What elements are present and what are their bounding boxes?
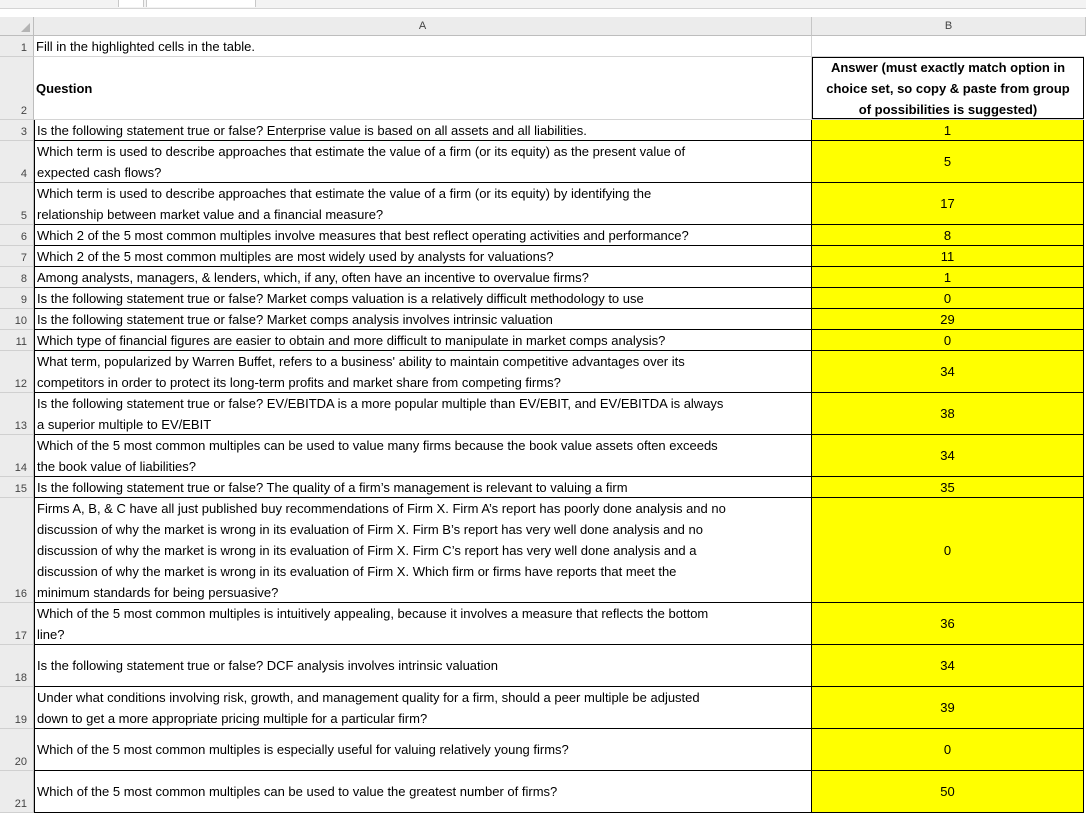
question-text: Which 2 of the 5 most common multiples are most widely used by analysts for valuations? bbox=[37, 248, 554, 264]
cell-question[interactable] bbox=[34, 246, 812, 267]
cell-question-header[interactable] bbox=[34, 57, 812, 120]
row-number-label: 10 bbox=[14, 315, 27, 327]
answer-value: 39 bbox=[940, 700, 955, 715]
row-number-label: 18 bbox=[14, 672, 27, 684]
answer-value: 5 bbox=[943, 154, 952, 169]
cell-answer[interactable] bbox=[812, 309, 1084, 330]
row-number[interactable] bbox=[0, 36, 34, 57]
table-row bbox=[0, 309, 1086, 330]
table-row bbox=[0, 288, 1086, 309]
answer-value: 0 bbox=[943, 742, 952, 757]
cell-instruction[interactable] bbox=[34, 36, 812, 57]
row-number-label: 11 bbox=[15, 336, 27, 348]
cell-answer[interactable] bbox=[812, 246, 1084, 267]
cell-answer[interactable] bbox=[812, 603, 1084, 645]
question-text: Which of the 5 most common multiples can be used to value the greatest number of firms? bbox=[37, 784, 558, 799]
answer-value: 29 bbox=[940, 311, 955, 327]
question-text: Which type of financial figures are easier to obtain and more difficult to manipulate in market comps analysis? bbox=[37, 332, 666, 348]
row-number[interactable] bbox=[0, 351, 34, 393]
question-text: Question bbox=[36, 80, 93, 96]
select-all-triangle-icon bbox=[21, 23, 30, 32]
row-number-label: 17 bbox=[14, 630, 27, 642]
cell-question[interactable] bbox=[34, 330, 812, 351]
row-number-label: 12 bbox=[14, 378, 27, 390]
cell-question[interactable] bbox=[34, 288, 812, 309]
question-text: Among analysts, managers, & lenders, which, if any, often have an incentive to overvalue firms? bbox=[37, 269, 589, 285]
row-number-label: 6 bbox=[20, 231, 27, 243]
row-number-label: 15 bbox=[14, 483, 27, 495]
row-number[interactable] bbox=[0, 183, 34, 225]
question-text: Is the following statement true or false? Market comps analysis involves intrinsic valuation bbox=[37, 311, 553, 327]
answer-value: 8 bbox=[943, 227, 952, 243]
answer-value: 38 bbox=[940, 406, 955, 421]
ribbon-tab[interactable] bbox=[146, 0, 256, 7]
question-text: Fill in the highlighted cells in the table. bbox=[36, 38, 255, 54]
answer-value: 34 bbox=[940, 364, 955, 379]
row-number[interactable] bbox=[0, 687, 34, 729]
row-number[interactable] bbox=[0, 435, 34, 477]
table-row bbox=[0, 351, 1086, 393]
row-number-label: 19 bbox=[14, 714, 27, 726]
cell-answer[interactable] bbox=[812, 498, 1084, 603]
cell-question[interactable] bbox=[34, 393, 812, 435]
cell-answer[interactable] bbox=[812, 288, 1084, 309]
answer-value: 0 bbox=[943, 290, 952, 306]
column-header-b[interactable]: B bbox=[812, 17, 1086, 36]
row-number[interactable] bbox=[0, 267, 34, 288]
cell-answer-header[interactable] bbox=[812, 57, 1084, 120]
ribbon-strip bbox=[0, 0, 1086, 9]
cell-answer[interactable] bbox=[812, 183, 1084, 225]
cell-answer[interactable] bbox=[812, 225, 1084, 246]
question-text: Is the following statement true or false? The quality of a firm’s management is relevant to valuing a firm bbox=[37, 479, 628, 495]
question-text: Is the following statement true or false? Enterprise value is based on all assets and all liabilities. bbox=[37, 122, 587, 138]
row-number-label: 9 bbox=[20, 294, 27, 306]
table-row bbox=[0, 36, 1086, 57]
question-text: What term, popularized by Warren Buffet, refers to a business' ability to maintain competitive advantages over its competitors in order to protect its long-term profits and market share from competing firms? bbox=[37, 353, 685, 390]
row-number-label: 2 bbox=[20, 105, 27, 117]
cell-question[interactable] bbox=[34, 267, 812, 288]
answer-value: 50 bbox=[940, 784, 955, 799]
cell-answer[interactable] bbox=[812, 267, 1084, 288]
cell-question[interactable] bbox=[34, 435, 812, 477]
row-number-label: 4 bbox=[20, 168, 27, 180]
row-number-label: 13 bbox=[14, 420, 27, 432]
row-number-label: 3 bbox=[20, 126, 27, 138]
question-text: Which term is used to describe approaches that estimate the value of a firm (or its equity) as the present value of expected cash flows? bbox=[37, 143, 686, 180]
answer-value: 36 bbox=[940, 616, 955, 631]
question-text: Is the following statement true or false? EV/EBITDA is a more popular multiple than EV/EBIT, and EV/EBITDA is always a superior multiple to EV/EBIT bbox=[37, 395, 724, 432]
row-number[interactable] bbox=[0, 645, 34, 687]
row-number[interactable] bbox=[0, 120, 34, 141]
question-text: Which term is used to describe approaches that estimate the value of a firm (or its equity) by identifying the relationship between market value and a financial measure? bbox=[37, 185, 652, 222]
row-number[interactable] bbox=[0, 225, 34, 246]
question-text: Is the following statement true or false? DCF analysis involves intrinsic valuation bbox=[37, 658, 498, 673]
cell-question[interactable] bbox=[34, 141, 812, 183]
table-row bbox=[0, 645, 1086, 687]
cell-answer[interactable] bbox=[812, 645, 1084, 687]
table-row bbox=[0, 393, 1086, 435]
cell-question[interactable] bbox=[34, 183, 812, 225]
answer-value: 0 bbox=[943, 332, 952, 348]
table-row bbox=[0, 246, 1086, 267]
answer-value: 0 bbox=[943, 542, 952, 558]
answer-value: 17 bbox=[940, 196, 955, 211]
row-number-label: 1 bbox=[20, 42, 27, 54]
table-row bbox=[0, 57, 1086, 120]
question-text: Which of the 5 most common multiples is intuitively appealing, because it involves a measure that reflects the bottom line? bbox=[37, 605, 709, 642]
answer-value: 34 bbox=[940, 658, 955, 673]
row-number-label: 16 bbox=[14, 588, 27, 600]
cell-empty[interactable] bbox=[812, 36, 1084, 57]
table-row bbox=[0, 330, 1086, 351]
table-row bbox=[0, 729, 1086, 771]
cell-answer[interactable] bbox=[812, 393, 1084, 435]
column-header-a[interactable]: A bbox=[34, 17, 812, 36]
row-number-label: 21 bbox=[14, 798, 27, 810]
cell-question[interactable] bbox=[34, 687, 812, 729]
question-text: Which 2 of the 5 most common multiples involve measures that best reflect operating activities and performance? bbox=[37, 227, 689, 243]
cell-answer[interactable] bbox=[812, 330, 1084, 351]
answer-value: 1 bbox=[943, 269, 952, 285]
row-number[interactable] bbox=[0, 729, 34, 771]
table-row bbox=[0, 141, 1086, 183]
cell-question[interactable] bbox=[34, 351, 812, 393]
cell-answer[interactable] bbox=[812, 351, 1084, 393]
answer-value: 35 bbox=[940, 479, 955, 495]
row-number[interactable] bbox=[0, 393, 34, 435]
cell-answer[interactable] bbox=[812, 435, 1084, 477]
row-number[interactable] bbox=[0, 477, 34, 498]
row-number-label: 20 bbox=[14, 756, 27, 768]
answer-value: 11 bbox=[940, 248, 955, 264]
cell-answer[interactable] bbox=[812, 477, 1084, 498]
table-row bbox=[0, 603, 1086, 645]
cell-answer[interactable] bbox=[812, 771, 1084, 813]
answer-header-text: Answer (must exactly match option in choice set, so copy & paste from group of possibilities is suggested) bbox=[812, 57, 1084, 119]
table-row bbox=[0, 477, 1086, 498]
cell-answer[interactable] bbox=[812, 729, 1084, 771]
table-row bbox=[0, 498, 1086, 603]
row-number[interactable] bbox=[0, 288, 34, 309]
question-text: Is the following statement true or false? Market comps valuation is a relatively difficult methodology to use bbox=[37, 290, 644, 306]
cell-question[interactable] bbox=[34, 477, 812, 498]
cell-question[interactable] bbox=[34, 120, 812, 141]
row-number-label: 8 bbox=[20, 273, 27, 285]
row-number[interactable] bbox=[0, 309, 34, 330]
table-row bbox=[0, 120, 1086, 141]
table-row bbox=[0, 687, 1086, 729]
cell-question[interactable] bbox=[34, 645, 812, 687]
row-number[interactable] bbox=[0, 57, 34, 120]
question-text: Under what conditions involving risk, growth, and management quality for a firm, should a peer multiple be adjusted down to get a more appropriate pricing multiple for a particular firm? bbox=[37, 689, 700, 726]
row-number-label: 5 bbox=[20, 210, 27, 222]
cell-answer[interactable] bbox=[812, 687, 1084, 729]
cell-question[interactable] bbox=[34, 603, 812, 645]
cell-question[interactable] bbox=[34, 729, 812, 771]
answer-value: 1 bbox=[943, 122, 952, 138]
row-number[interactable] bbox=[0, 330, 34, 351]
row-number[interactable] bbox=[0, 771, 34, 813]
row-number[interactable] bbox=[0, 246, 34, 267]
table-row bbox=[0, 183, 1086, 225]
cell-question[interactable] bbox=[34, 771, 812, 813]
question-text: Firms A, B, & C have all just published buy recommendations of Firm X. Firm A’s report has poorly done analysis and no discussion of why the market is wrong in its evaluation of Firm X. Firm B’s report has very well done analysis and no discussion of why the market is wrong in its evaluation of Firm X. Firm C’s report has very well done analysis and a discussion of why the market is wrong in its evaluation of Firm X. Which firm or firms have reports that meet the minimum standards for being persuasive? bbox=[37, 500, 726, 600]
row-number-label: 14 bbox=[14, 462, 27, 474]
cell-answer[interactable] bbox=[812, 141, 1084, 183]
question-text: Which of the 5 most common multiples can be used to value many firms because the book value assets often exceeds the book value of liabilities? bbox=[37, 437, 718, 474]
table-row bbox=[0, 771, 1086, 813]
cell-question[interactable] bbox=[34, 498, 812, 603]
answer-value: 34 bbox=[940, 448, 955, 463]
row-number[interactable] bbox=[0, 141, 34, 183]
question-text: Which of the 5 most common multiples is especially useful for valuing relatively young firms? bbox=[37, 742, 569, 757]
table-row bbox=[0, 267, 1086, 288]
cell-answer[interactable] bbox=[812, 120, 1084, 141]
table-row bbox=[0, 225, 1086, 246]
row-number[interactable] bbox=[0, 603, 34, 645]
select-all-corner[interactable] bbox=[0, 17, 34, 36]
table-row bbox=[0, 435, 1086, 477]
ribbon-tab[interactable] bbox=[118, 0, 144, 7]
row-number-label: 7 bbox=[20, 252, 27, 264]
cell-question[interactable] bbox=[34, 225, 812, 246]
cell-question[interactable] bbox=[34, 309, 812, 330]
row-number[interactable] bbox=[0, 498, 34, 603]
